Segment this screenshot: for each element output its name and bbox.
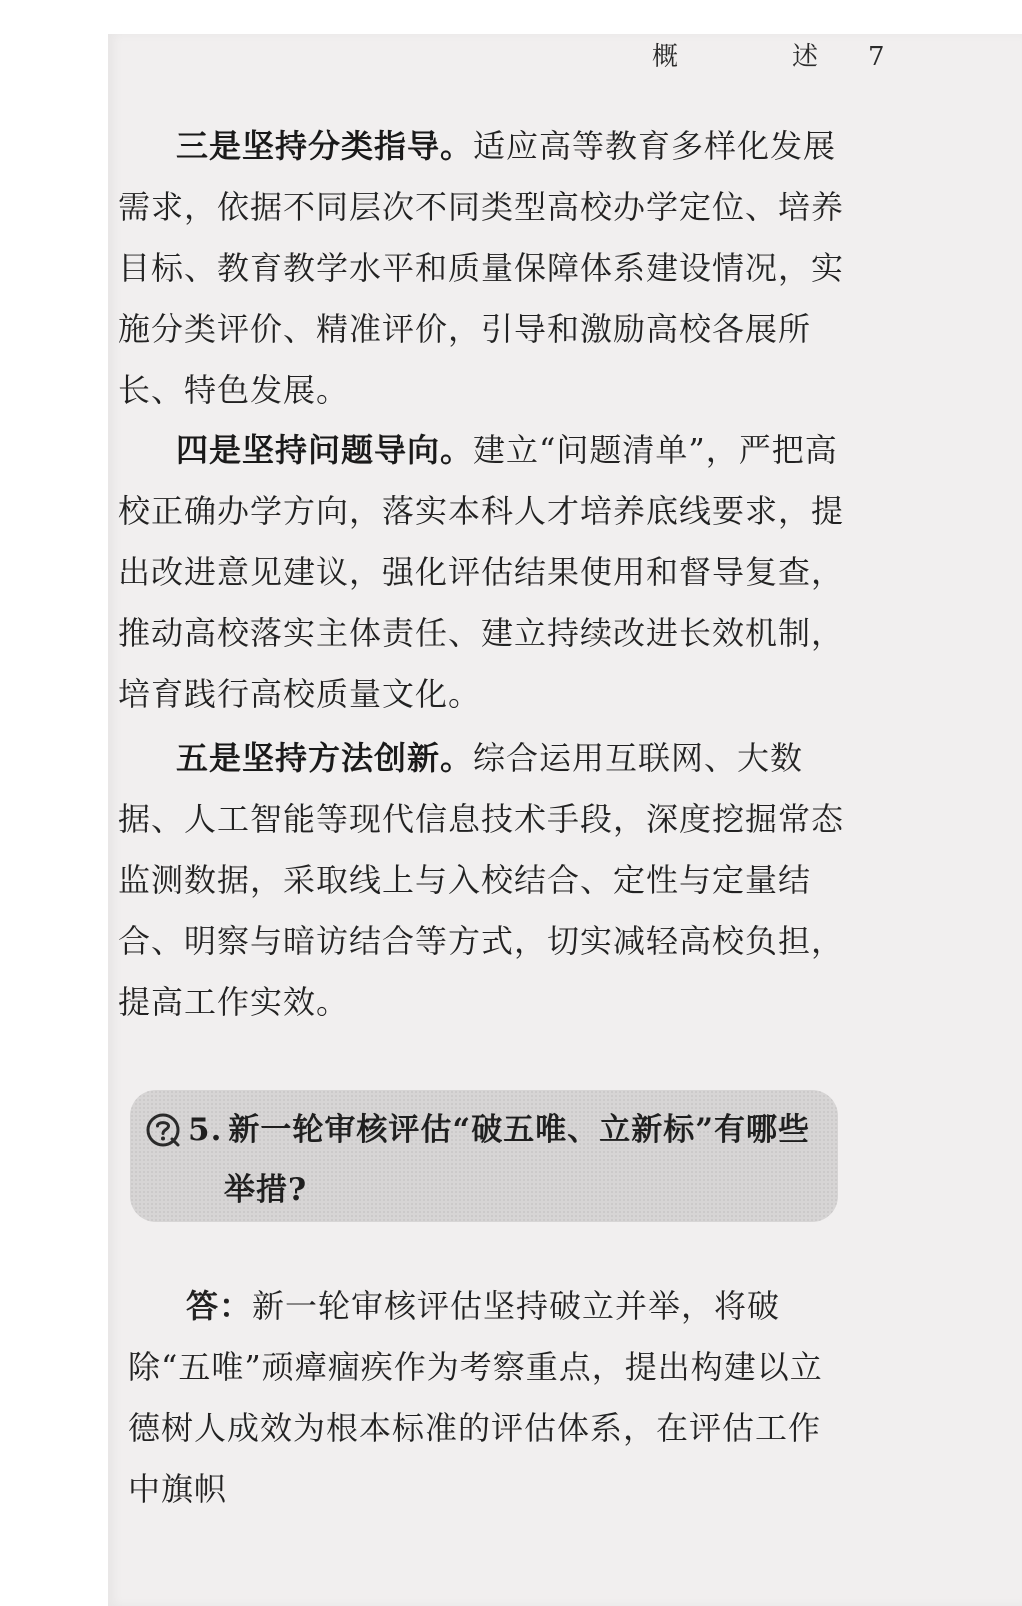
paragraph-body: 综合运用互联网、大数据、人工智能等现代信息技术手段，深度挖掘常态监测数据，采取线上与入校结合、定性与定量结合、明察与暗访结合等方式，切实减轻高校负担，提高工作实效。 xyxy=(118,739,845,1021)
paragraph-method-innovation xyxy=(118,728,846,1033)
question-text-line2: 举措? xyxy=(224,1172,308,1208)
paragraph-body: 建立“问题清单”，严把高校正确办学方向，落实本科人才培养底线要求，提出改进意见建议，强化评估结果使用和督导复查，推动高校落实主体责任、建立持续改进长效机制，培育践行高校质量文化。 xyxy=(118,431,845,713)
paragraph-body: 适应高等教育多样化发展需求，依据不同层次不同类型高校办学定位、培养目标、教育教学水平和质量保障体系建设情况，实施分类评价、精准评价，引导和激励高校各展所长、特色发展。 xyxy=(118,127,845,409)
chapter-title: 概 述 xyxy=(652,42,863,72)
paragraph-problem-oriented xyxy=(118,420,846,725)
page-number: 7 xyxy=(868,42,887,72)
answer-label: 答： xyxy=(186,1287,253,1325)
question-text-line1: 新一轮审核评估“破五唯、立新标”有哪些 xyxy=(228,1112,811,1148)
paragraph-classified-guidance xyxy=(118,116,846,421)
paragraph-lead: 五是坚持方法创新。 xyxy=(176,739,474,777)
question-number: 5. xyxy=(188,1112,223,1148)
paragraph-lead: 三是坚持分类指导。 xyxy=(176,127,474,165)
question-circle-icon xyxy=(145,1112,181,1148)
answer-paragraph xyxy=(128,1276,852,1520)
question-heading xyxy=(188,1100,828,1220)
paragraph-lead: 四是坚持问题导向。 xyxy=(176,431,474,469)
answer-text: 新一轮审核评估坚持破立并举，将破除“五唯”顽瘴痼疾作为考察重点，提出构建以立德树人成效为根本标准的评估体系，在评估工作中旗帜 xyxy=(128,1287,823,1508)
running-header xyxy=(652,36,887,73)
